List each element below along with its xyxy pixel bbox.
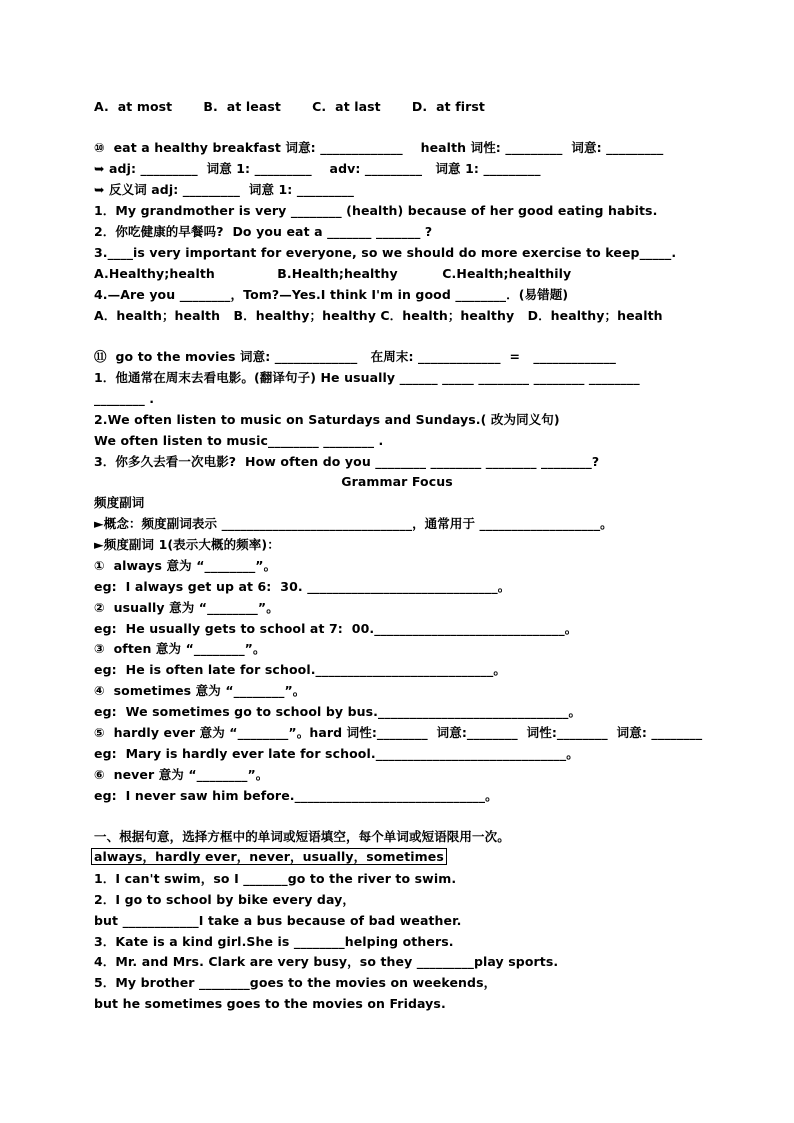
item11-q2-answer: We often listen to music________ ________ . [94, 433, 384, 448]
exercise-q5-cont: but he sometimes goes to the movies on Fridays. [94, 996, 446, 1011]
sometimes-example: eg: We sometimes go to school by bus.______________________________。 [94, 704, 582, 719]
sometimes-line: ④ sometimes 意为 “________”。 [94, 683, 306, 698]
often-example: eg: He is often late for school.____________________________。 [94, 662, 506, 677]
always-line: ① always 意为 “________”。 [94, 558, 277, 573]
item11-q3: 3．你多久去看一次电影? How often do you ________ ________ ________ ________? [94, 454, 600, 469]
item10-q4: 4.—Are you ________，Tom?—Yes.I think I'm in good ________．(易错题) [94, 287, 569, 302]
item10-q3-options: A.Healthy;health B.Health;healthy C.Health;healthily [94, 266, 572, 281]
section-title: Grammar Focus [341, 474, 453, 489]
item10-q1: 1．My grandmother is very ________ (health) because of her good eating habits. [94, 203, 658, 218]
exercise-q5: 5．My brother ________goes to the movies on weekends， [94, 975, 497, 990]
concept-line: ►概念：频度副词表示 ______________________________，通常用于 ___________________。 [94, 516, 613, 531]
subsection-title: 频度副词 [94, 495, 145, 510]
item11-q2: 2.We often listen to music on Saturdays and Sundays.( 改为同义句) [94, 412, 560, 427]
word-box [94, 849, 447, 865]
exercise-q3: 3．Kate is a kind girl.She is ________helping others. [94, 934, 454, 949]
item10-heading: ⑩ eat a healthy breakfast 词意: _____________ health 词性: _________ 词意: _________ [94, 140, 664, 155]
usually-line: ② usually 意为 “________”。 [94, 600, 279, 615]
exercise-q4: 4．Mr. and Mrs. Clark are very busy，so they _________play sports. [94, 954, 559, 969]
hardly-ever-line: ⑤ hardly ever 意为 “________”。hard 词性:________ 词意:________ 词性:________ 词意: ________ [94, 725, 703, 740]
item10-q4-options: A．health；health B．healthy；healthy C．health；healthy D．healthy；health [94, 308, 663, 323]
often-line: ③ often 意为 “________”。 [94, 641, 266, 656]
adverbs-heading: ►频度副词 1(表示大概的频率)： [94, 537, 280, 552]
never-line: ⑥ never 意为 “________”。 [94, 767, 269, 782]
item11-q1-cont: ________ . [94, 391, 155, 406]
item10-antonym: ➥ 反义词 adj: _________ 词意 1: _________ [94, 182, 354, 197]
item11-heading: ⑪ go to the movies 词意: _____________ 在周末: _____________ = _____________ [94, 349, 616, 364]
item10-q2: 2．你吃健康的早餐吗? Do you eat a _______ _______ ? [94, 224, 433, 239]
exercise-q2-cont: but ____________I take a bus because of bad weather. [94, 913, 462, 928]
exercise-q2: 2．I go to school by bike every day， [94, 892, 355, 907]
exercise-instruction: 一、根据句意，选择方框中的单词或短语填空，每个单词或短语限用一次。 [94, 829, 510, 844]
usually-example: eg: He usually gets to school at 7: 00.______________________________。 [94, 621, 578, 636]
hardly-ever-example: eg: Mary is hardly ever late for school.______________________________。 [94, 746, 579, 761]
exercise-q1: 1．I can't swim，so I _______go to the river to swim. [94, 871, 457, 886]
item11-q1: 1．他通常在周末去看电影。(翻译句子) He usually ______ _____ ________ ________ ________ [94, 370, 640, 385]
item10-q3: 3.____is very important for everyone, so we should do more exercise to keep_____. [94, 245, 677, 260]
word-box-text: always，hardly ever，never，usually，sometimes [91, 848, 447, 865]
q9-options: A. at most B. at least C. at last D. at first [94, 99, 486, 114]
item10-adj-adv: ➥ adj: _________ 词意 1: _________ adv: _________ 词意 1: _________ [94, 161, 541, 176]
always-example: eg: I always get up at 6: 30. ______________________________。 [94, 579, 511, 594]
never-example: eg: I never saw him before.______________________________。 [94, 788, 498, 803]
